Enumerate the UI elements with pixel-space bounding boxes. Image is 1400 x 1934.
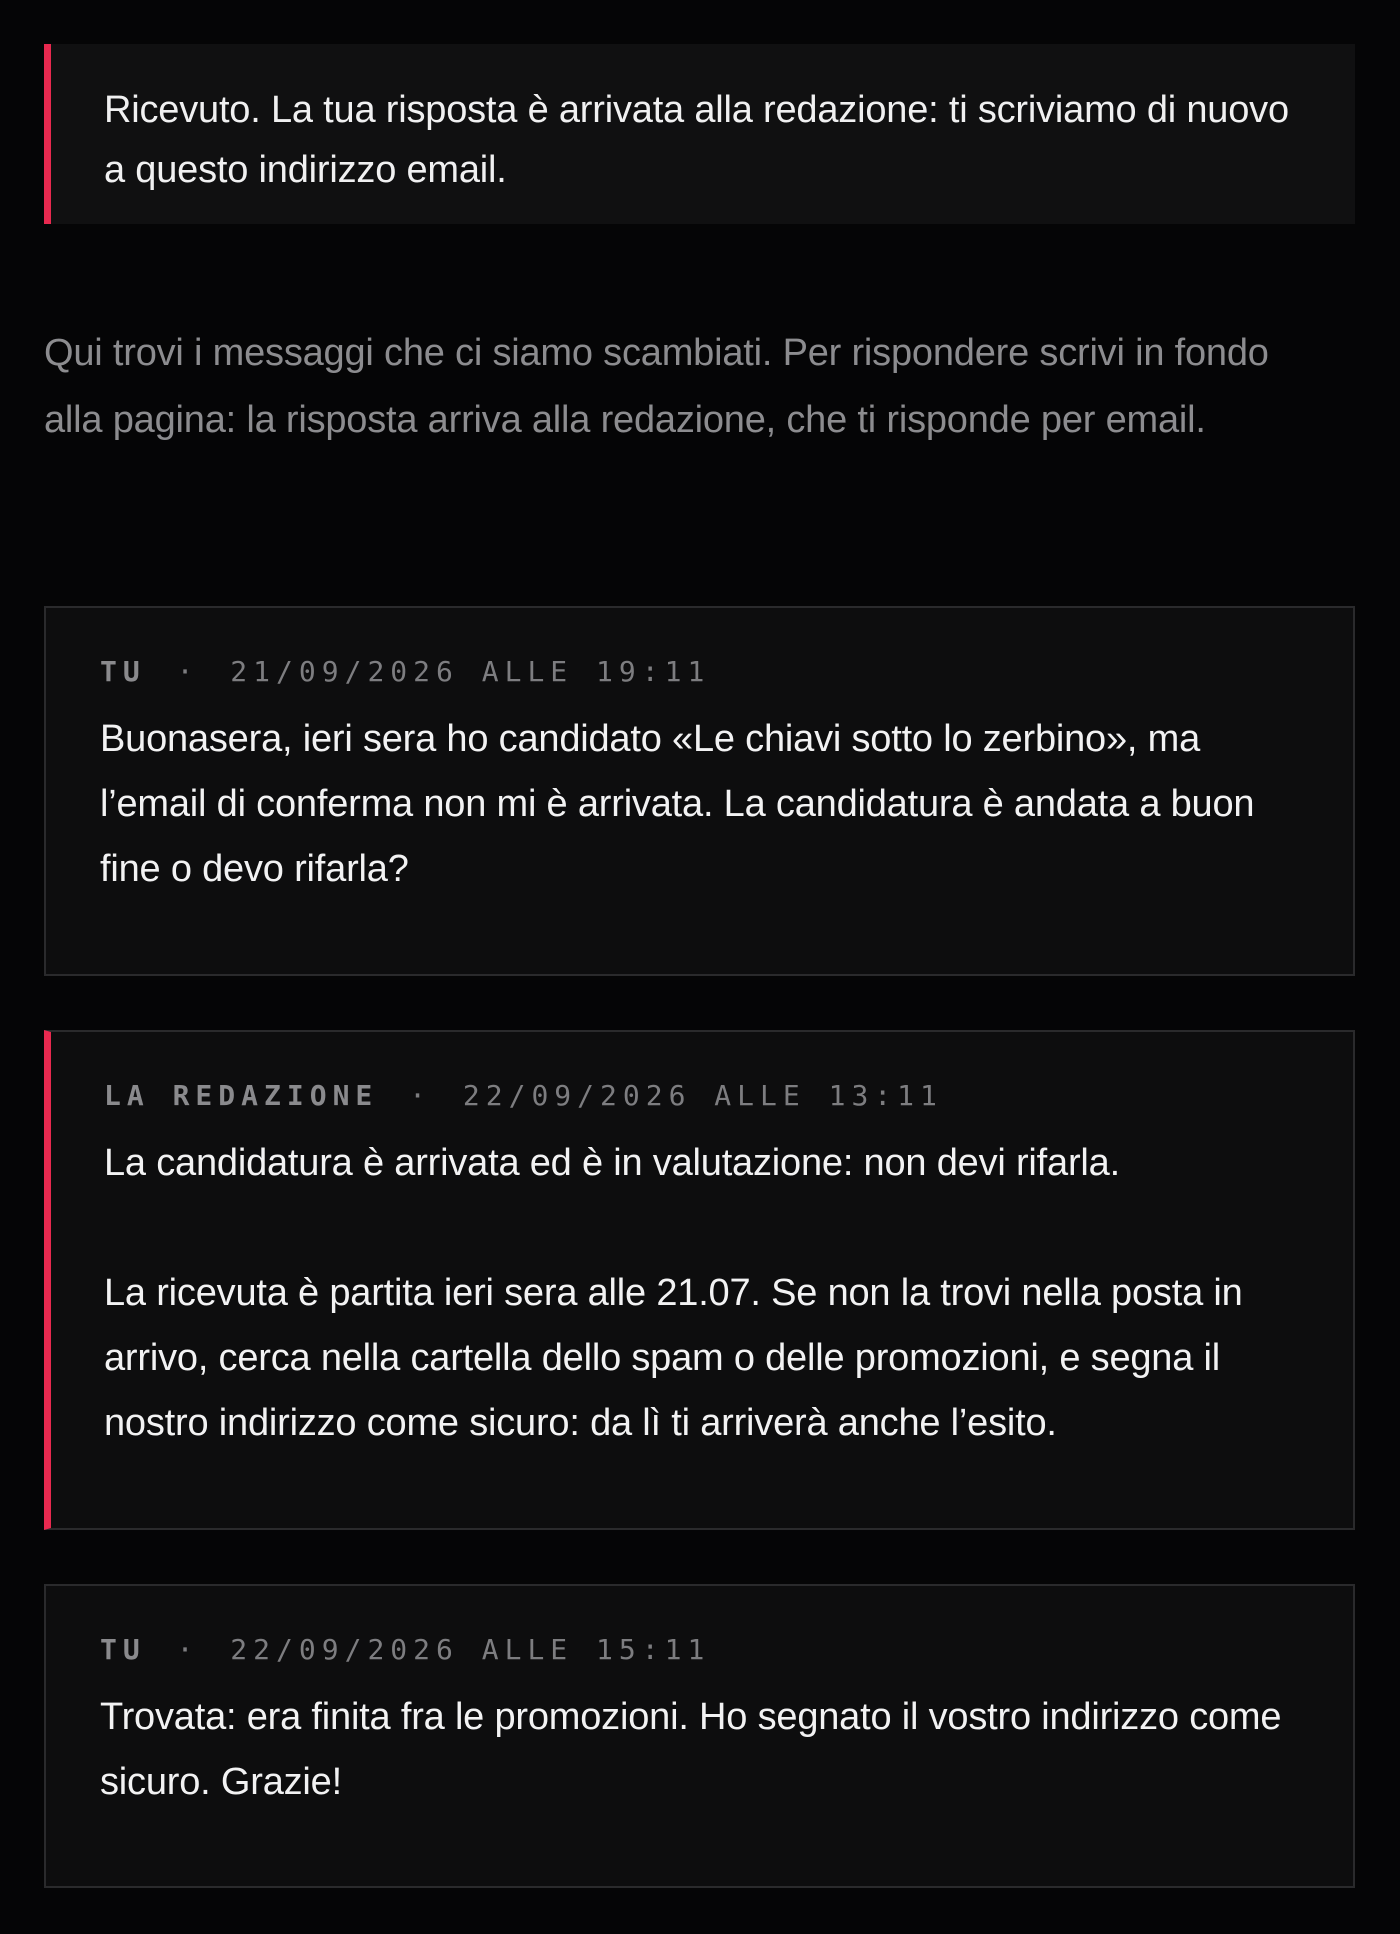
message-paragraph: La ricevuta è partita ieri sera alle 21.07. Se non la trovi nella posta in arrivo, cerca nella cartella dello spam o delle promozioni, e segna il nostro indirizzo come sicuro: da lì ti arriverà anche l’esito. xyxy=(104,1272,1243,1444)
message-paragraph: Buonasera, ieri sera ho candidato «Le chiavi sotto lo zerbino», ma l’email di conferma non mi è arrivata. La candidatura è andata a buon fine o devo rifarla? xyxy=(100,718,1255,890)
message-meta xyxy=(100,652,1293,692)
message-meta xyxy=(104,1076,1293,1116)
message-author: TU xyxy=(100,1633,146,1666)
confirmation-notice xyxy=(44,44,1355,224)
message-paragraph: La candidatura è arrivata ed è in valutazione: non devi rifarla. xyxy=(104,1142,1120,1184)
message-timestamp: 22/09/2026 ALLE 15:11 xyxy=(230,1633,711,1666)
conversation-page xyxy=(44,44,1355,1803)
message-body xyxy=(100,707,1293,902)
conversation-intro: Qui trovi i messaggi che ci siamo scambiati. Per rispondere scrivi in fondo alla pagina: la risposta arriva alla redazione, che ti risponde per email. xyxy=(44,332,1269,441)
meta-separator: · xyxy=(409,1079,433,1112)
message-author: TU xyxy=(100,655,146,688)
message-body xyxy=(104,1131,1293,1456)
message-card-user xyxy=(44,606,1355,976)
confirmation-notice-text: Ricevuto. La tua risposta è arrivata alla redazione: ti scriviamo di nuovo a questo indirizzo email. xyxy=(104,89,1289,191)
message-paragraph: Trovata: era finita fra le promozioni. Ho segnato il vostro indirizzo come sicuro. Grazie! xyxy=(100,1696,1282,1803)
message-meta xyxy=(100,1630,1293,1670)
message-author: LA REDAZIONE xyxy=(104,1079,379,1112)
message-timestamp: 21/09/2026 ALLE 19:11 xyxy=(230,655,711,688)
meta-separator: · xyxy=(176,1633,200,1666)
message-card-user xyxy=(44,1584,1355,1888)
message-card-staff xyxy=(44,1030,1355,1530)
message-timestamp: 22/09/2026 ALLE 13:11 xyxy=(462,1079,943,1112)
message-body xyxy=(100,1685,1293,1815)
meta-separator: · xyxy=(176,655,200,688)
